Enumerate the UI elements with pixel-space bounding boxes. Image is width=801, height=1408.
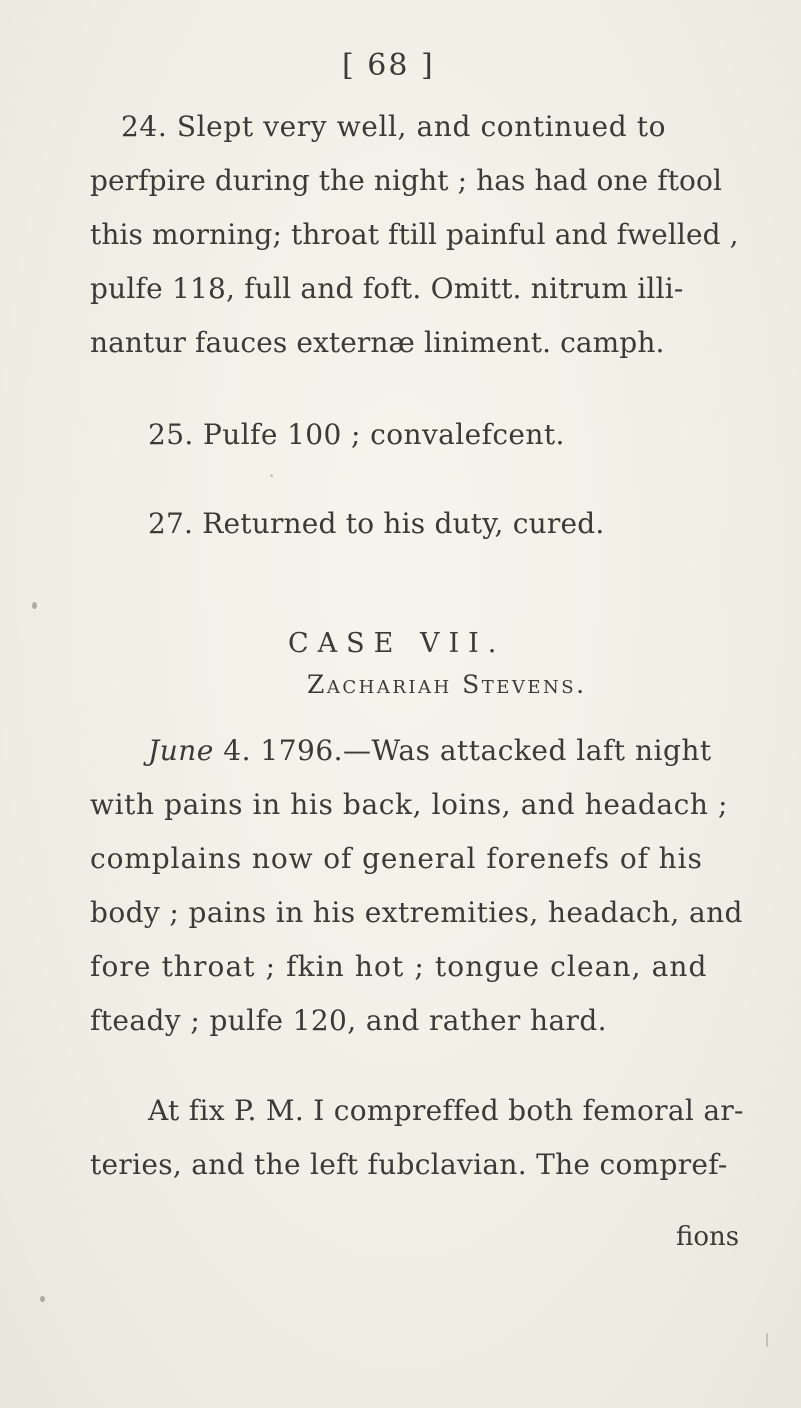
text-line: nantur fauces externæ liniment. camph. <box>90 326 665 359</box>
date-rest: 4. 1796.—Was attacked laft night <box>213 734 712 767</box>
catchword: fions <box>676 1222 740 1252</box>
text-line: fteady ; pulfe 120, and rather hard. <box>90 1004 607 1037</box>
patient-name: Zachariah Stevens. <box>307 670 587 699</box>
text-line: pulfe 118, full and foft. Omitt. nitrum illi- <box>90 272 684 305</box>
paragraph-day-27: 27. Returned to his duty, cured. <box>148 507 605 540</box>
paragraph-day-25: 25. Pulfe 100 ; convalefcent. <box>148 418 565 451</box>
text-line: fore throat ; fkin hot ; tongue clean, and <box>90 950 708 983</box>
text-line: perfpire during the night ; has had one ftool <box>90 164 723 197</box>
text-line: complains now of general forenefs of his <box>90 842 703 875</box>
paper-speck <box>270 474 273 477</box>
text-line <box>148 734 712 768</box>
paper-speck <box>40 1296 45 1302</box>
date-month: June <box>148 734 214 767</box>
text-line: body ; pains in his extremities, headach, and <box>90 896 743 929</box>
paper-speck <box>440 862 443 867</box>
text-line: At fix P. M. I compreffed both femoral ar- <box>148 1094 744 1127</box>
text-line: 24. Slept very well, and continued to <box>121 110 667 143</box>
case-title: CASE VII. <box>288 628 506 659</box>
page-number-header: [ 68 ] <box>342 48 435 83</box>
paper-speck <box>766 1333 768 1347</box>
text-line: this morning; throat ftill painful and fwelled , <box>90 218 739 251</box>
text-line: with pains in his back, loins, and headach ; <box>90 788 729 821</box>
paper-speck <box>32 602 37 609</box>
text-line: teries, and the left fubclavian. The compref- <box>90 1148 728 1181</box>
